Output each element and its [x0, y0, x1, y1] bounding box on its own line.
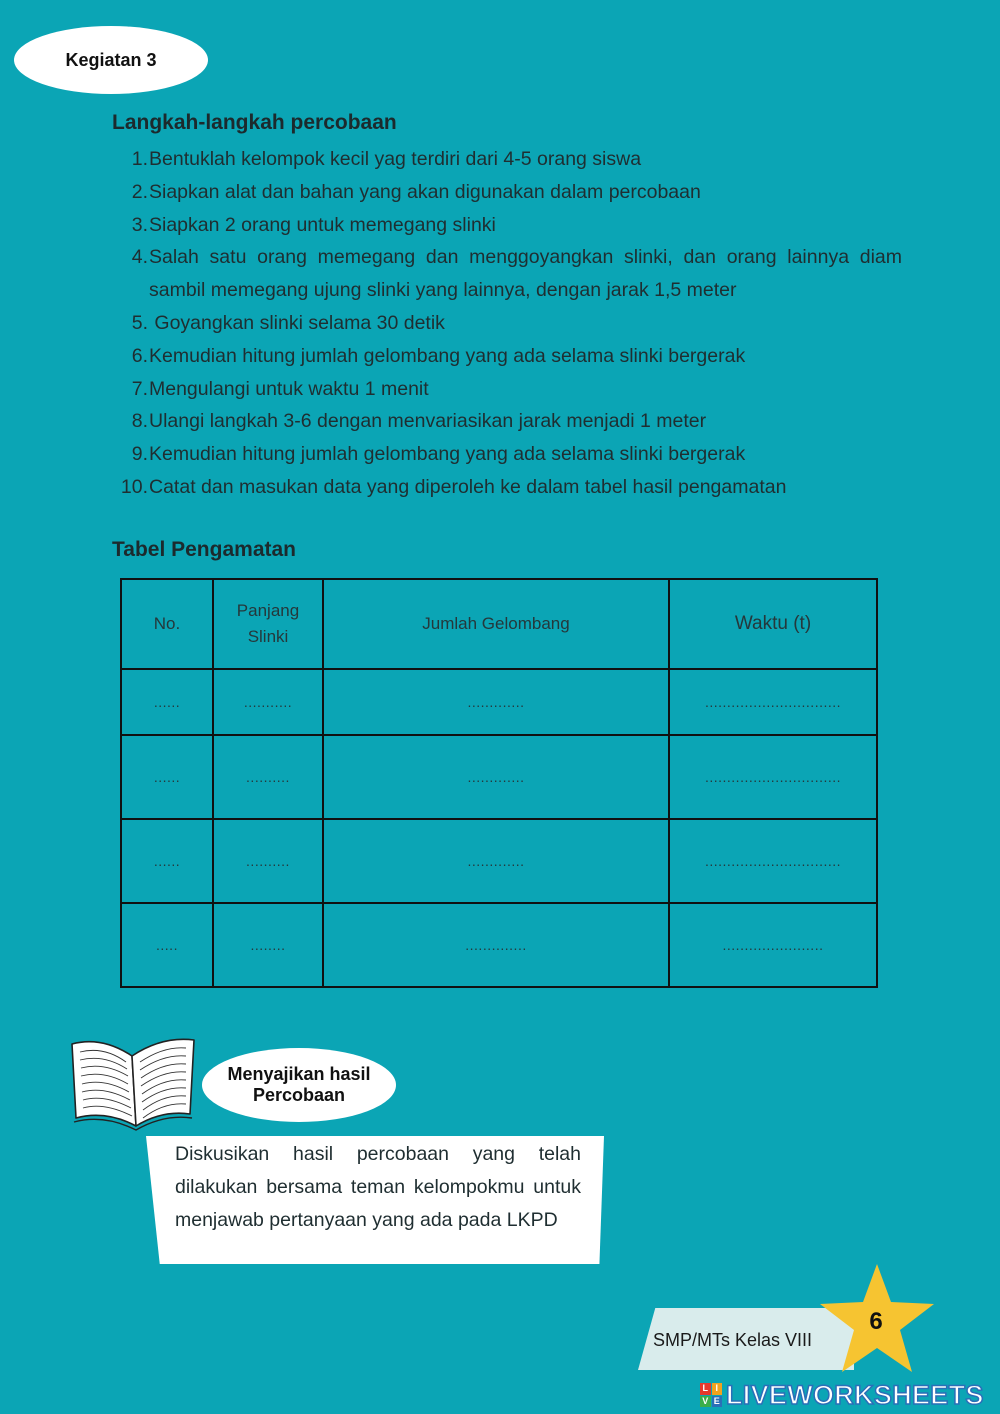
- step-number: 2.: [131, 180, 148, 203]
- header-panjang-slinki: Panjang Slinki: [213, 579, 323, 669]
- step-text: Ulangi langkah 3-6 dengan menvariasikan jarak menjadi 1 meter: [149, 410, 707, 433]
- table-cell[interactable]: ......: [121, 735, 213, 819]
- table-row: [121, 735, 877, 819]
- liveworksheets-brand: [700, 1380, 984, 1410]
- open-book-icon: [66, 1034, 202, 1132]
- table-cell[interactable]: ..............: [323, 903, 669, 987]
- table-cell[interactable]: ........: [213, 903, 323, 987]
- step-item: [112, 241, 902, 307]
- steps-list: [112, 143, 902, 504]
- step-number: 8.: [131, 410, 148, 433]
- instruction-text: Diskusikan hasil percobaan yang telah dilakukan bersama teman kelompokmu untuk menjawab pertanyaan yang ada pada LKPD: [175, 1143, 581, 1231]
- step-text: Goyangkan slinki selama 30 detik: [149, 311, 445, 334]
- table-header-row: [121, 579, 877, 669]
- step-text: Bentuklah kelompok kecil yag terdiri dari 4-5 orang siswa: [149, 148, 642, 170]
- header-waktu: Waktu (t): [669, 579, 877, 669]
- step-item: [112, 176, 902, 209]
- page-number: 6: [869, 1308, 883, 1335]
- presentation-bubble-label: Menyajikan hasil Percobaan: [227, 1064, 371, 1105]
- step-text: Salah satu orang memegang dan menggoyangkan slinki, dan orang lainnya diam sambil memegang ujung slinki yang lainnya, dengan jarak 1,5 meter: [149, 246, 902, 302]
- step-item: [112, 405, 902, 438]
- step-text: Kemudian hitung jumlah gelombang yang ada selama slinki bergerak: [149, 443, 746, 466]
- table-row: [121, 819, 877, 903]
- table-cell[interactable]: ......: [121, 669, 213, 735]
- table-cell[interactable]: ...............................: [669, 819, 877, 903]
- footer-class-label: SMP/MTs Kelas VIII: [653, 1330, 813, 1350]
- activity-badge-label: Kegiatan 3: [65, 49, 157, 70]
- liveworksheets-logo-icon: [700, 1383, 722, 1407]
- step-item: [112, 471, 902, 504]
- table-cell[interactable]: ..........: [213, 735, 323, 819]
- table-cell[interactable]: ......: [121, 819, 213, 903]
- logo-letter: I: [712, 1383, 723, 1395]
- step-item: [112, 373, 902, 406]
- step-number: 4.: [131, 246, 148, 269]
- table-cell[interactable]: ..........: [213, 819, 323, 903]
- step-text: Siapkan 2 orang untuk memegang slinki: [149, 213, 496, 236]
- step-item: [112, 438, 902, 471]
- step-number: 3.: [131, 213, 148, 236]
- table-cell[interactable]: .....: [121, 903, 213, 987]
- step-text: Catat dan masukan data yang diperoleh ke dalam tabel hasil pengamatan: [149, 475, 787, 498]
- step-text: Siapkan alat dan bahan yang akan digunakan dalam percobaan: [149, 180, 701, 203]
- table-cell[interactable]: ...............................: [669, 735, 877, 819]
- step-item: [112, 340, 902, 373]
- step-number: 10.: [120, 475, 148, 498]
- logo-letter: V: [700, 1396, 711, 1408]
- table-row: [121, 669, 877, 735]
- step-number: 6.: [131, 344, 148, 367]
- step-number: 9.: [131, 443, 148, 466]
- table-cell[interactable]: ...........: [213, 669, 323, 735]
- logo-letter: L: [700, 1383, 711, 1395]
- table-cell[interactable]: ...............................: [669, 669, 877, 735]
- step-text: Kemudian hitung jumlah gelombang yang ada selama slinki bergerak: [149, 344, 746, 367]
- step-item: [112, 143, 902, 176]
- step-number: 1.: [131, 148, 148, 170]
- header-jumlah-gelombang: Jumlah Gelombang: [323, 579, 669, 669]
- step-text: Mengulangi untuk waktu 1 menit: [149, 377, 429, 400]
- table-cell[interactable]: .............: [323, 735, 669, 819]
- liveworksheets-wordmark: LIVEWORKSHEETS: [726, 1379, 984, 1410]
- observation-table: [120, 578, 878, 988]
- steps-title: Langkah-langkah percobaan: [112, 111, 397, 134]
- table-title: Tabel Pengamatan: [112, 538, 296, 561]
- header-no: No.: [121, 579, 213, 669]
- presentation-bubble: [202, 1048, 396, 1122]
- activity-badge: [14, 26, 208, 94]
- table-cell[interactable]: .......................: [669, 903, 877, 987]
- table-cell[interactable]: .............: [323, 669, 669, 735]
- table-cell[interactable]: .............: [323, 819, 669, 903]
- step-item: [112, 209, 902, 242]
- table-row: [121, 903, 877, 987]
- step-number: 7.: [131, 377, 148, 400]
- step-number: 5.: [131, 311, 148, 334]
- step-item: [112, 307, 902, 340]
- logo-letter: E: [712, 1396, 723, 1408]
